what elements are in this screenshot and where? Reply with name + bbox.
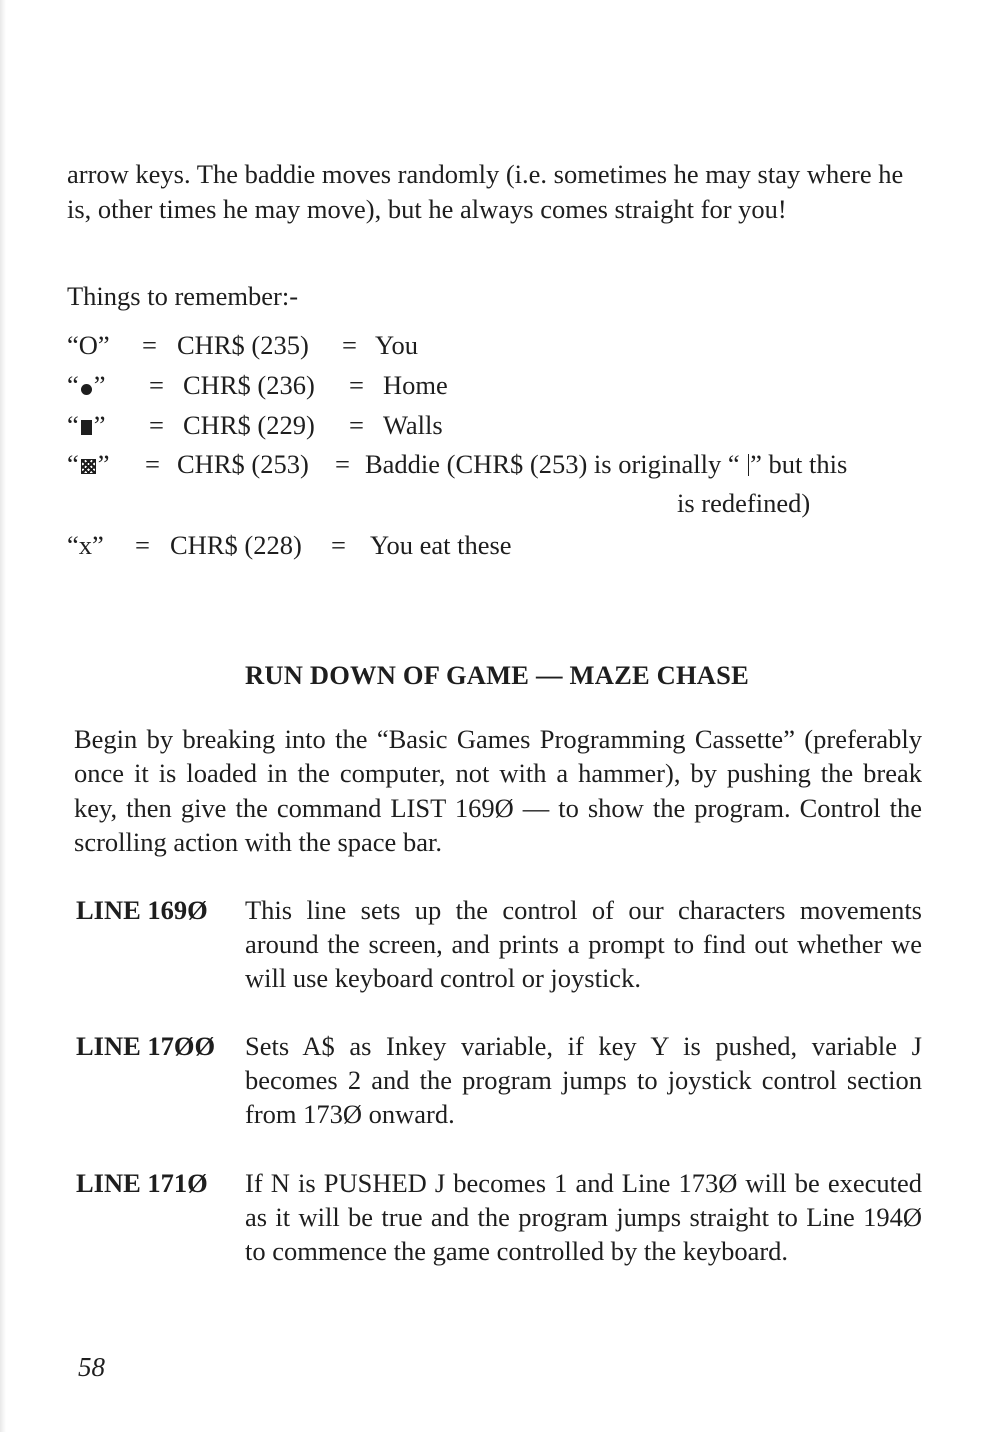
- vertical-bar-icon: [748, 454, 750, 476]
- symbol-quote: “ ”: [67, 370, 106, 400]
- symbol-quote: “x”: [67, 530, 104, 560]
- page-number: 58: [78, 1352, 105, 1382]
- equals-sign: =: [349, 410, 364, 440]
- page-edge-shadow: [0, 0, 6, 1432]
- solid-block-icon: [81, 420, 92, 435]
- symbol-quote: “O”: [67, 330, 110, 360]
- chr-code: CHR$ (236): [183, 370, 315, 400]
- chr-code: CHR$ (228): [170, 530, 302, 560]
- chr-code: CHR$ (235): [177, 330, 309, 360]
- reminder-heading: Things to remember:-: [67, 281, 299, 311]
- equals-sign: =: [149, 410, 164, 440]
- reminder-meaning: You eat these: [370, 530, 512, 560]
- line-description: If N is PUSHED J becomes 1 and Line 173Ø will be executed as it will be true and the program jumps straight to Line 194Ø to commence the game controlled by the keyboard.: [245, 1168, 922, 1267]
- symbol-quote: “ ”: [67, 410, 106, 440]
- line-description: This line sets up the control of our characters movements around the screen, and prints a prompt to find out whether we will use keyboard control or joystick.: [245, 895, 922, 994]
- filled-circle-icon: [81, 384, 92, 395]
- line-description: Sets A$ as Inkey variable, if key Y is pushed, variable J becomes 2 and the program jumps to joystick control section from 173Ø onward.: [245, 1031, 922, 1130]
- equals-sign: =: [342, 330, 357, 360]
- hatched-block-icon: [81, 459, 96, 474]
- equals-sign: =: [149, 370, 164, 400]
- reminder-meaning: You: [375, 330, 418, 360]
- line-label: LINE 17ØØ: [76, 1031, 216, 1061]
- top-paragraph: arrow keys. The baddie moves randomly (i.e. sometimes he may stay where he is, other times he may move), but he always comes straight for you!: [67, 159, 904, 224]
- chr-code: CHR$ (253): [177, 449, 309, 479]
- reminder-meaning: Walls: [383, 410, 443, 440]
- chr-code: CHR$ (229): [183, 410, 315, 440]
- symbol-text: x: [78, 530, 93, 560]
- symbol-quote: “ ”: [67, 449, 110, 479]
- equals-sign: =: [349, 370, 364, 400]
- equals-sign: =: [331, 530, 346, 560]
- reminder-meaning: Baddie (CHR$ (253) is originally “ ” but this: [365, 449, 848, 479]
- redefined-note: is redefined): [677, 488, 811, 518]
- intro-paragraph: Begin by breaking into the “Basic Games Programming Cassette” (preferably once it is loaded in the computer, not with a hammer), by pushing the break key, then give the command LIST 169Ø — to show the program. Control the scrolling action with the space bar.: [74, 724, 922, 857]
- reminder-meaning: Home: [383, 370, 448, 400]
- equals-sign: =: [145, 449, 160, 479]
- symbol-text: O: [78, 330, 98, 360]
- equals-sign: =: [142, 330, 157, 360]
- line-label: LINE 169Ø: [76, 895, 208, 925]
- equals-sign: =: [335, 449, 350, 479]
- equals-sign: =: [135, 530, 150, 560]
- section-heading: RUN DOWN OF GAME — MAZE CHASE: [245, 660, 749, 690]
- line-label: LINE 171Ø: [76, 1168, 208, 1198]
